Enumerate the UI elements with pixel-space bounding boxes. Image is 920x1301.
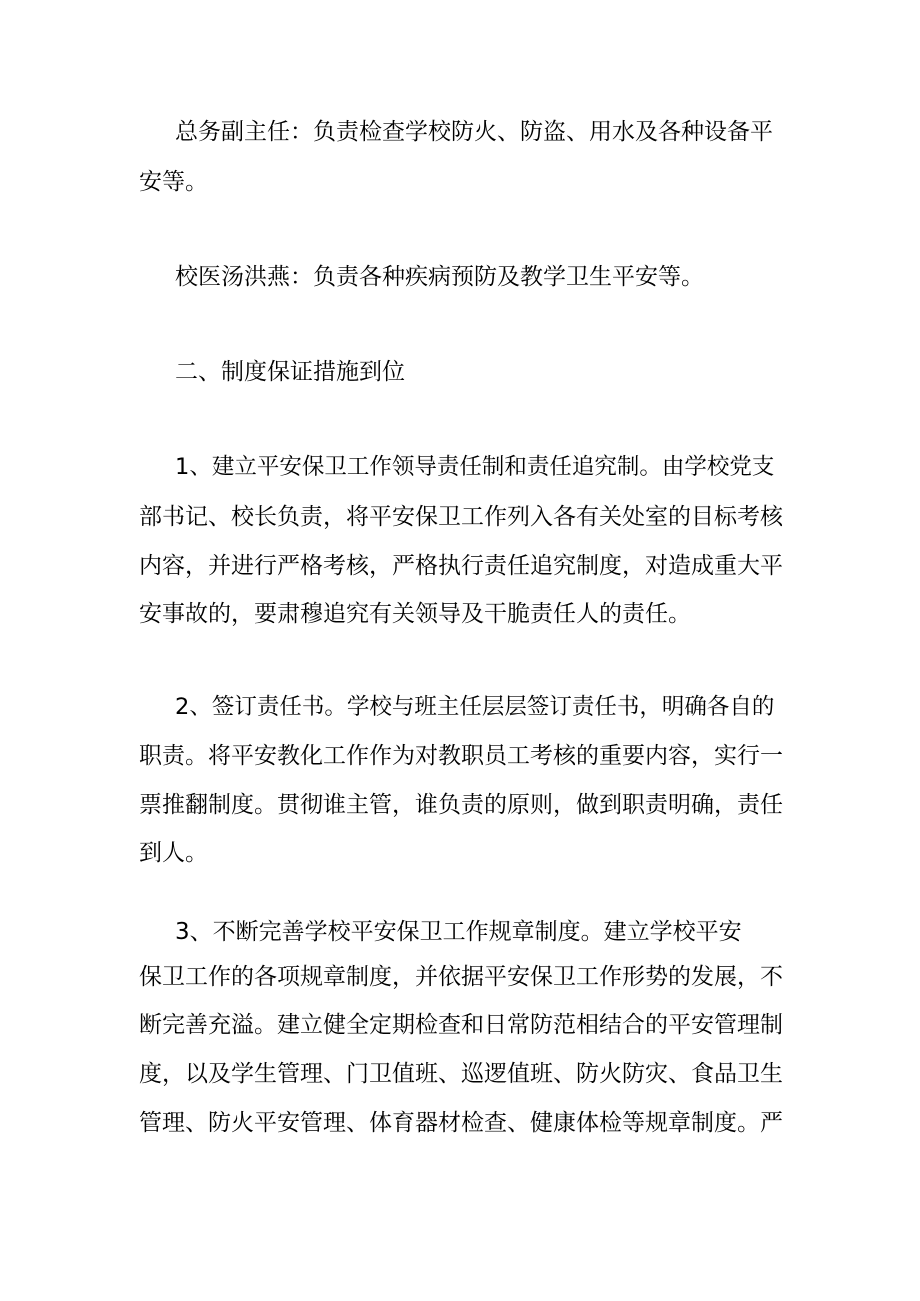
text-line: 保卫工作的各项规章制度，并依据平安保卫工作形势的发展，不 [139,964,783,990]
text-line: 内容，并进行严格考核，严格执行责任追究制度，对造成重大平 [139,553,783,579]
text-line: 到人。 [139,840,208,866]
text-line: 总务副主任：负责检查学校防火、防盗、用水及各种设备平 [175,119,773,145]
text-line: 1、建立平安保卫工作领导责任制和责任追究制。由学校党支 [175,454,775,480]
text-line: 度，以及学生管理、门卫值班、巡逻值班、防火防灾、食品卫生 [139,1061,783,1087]
text-line: 断完善充溢。建立健全定期检查和日常防范相结合的平安管理制 [139,1012,783,1038]
text-line: 部书记、校长负责，将平安保卫工作列入各有关处室的目标考核 [139,504,783,530]
text-line: 管理、防火平安管理、体育器材检查、健康体检等规章制度。严 [139,1110,783,1136]
text-line: 票推翻制度。贯彻谁主管，谁负责的原则，做到职责明确，责任 [139,792,783,818]
text-line: 职责。将平安教化工作作为对教职员工考核的重要内容，实行一 [139,743,783,769]
text-line: 2、签订责任书。学校与班主任层层签订责任书，明确各自的 [175,694,775,720]
text-line: 安等。 [139,169,208,195]
text-line: 校医汤洪燕：负责各种疾病预防及教学卫生平安等。 [175,264,704,290]
section-heading: 二、制度保证措施到位 [175,359,405,385]
text-line: 安事故的，要肃穆追究有关领导及干脆责任人的责任。 [139,601,691,627]
text-line: 3、不断完善学校平安保卫工作规章制度。建立学校平安 [175,919,742,945]
